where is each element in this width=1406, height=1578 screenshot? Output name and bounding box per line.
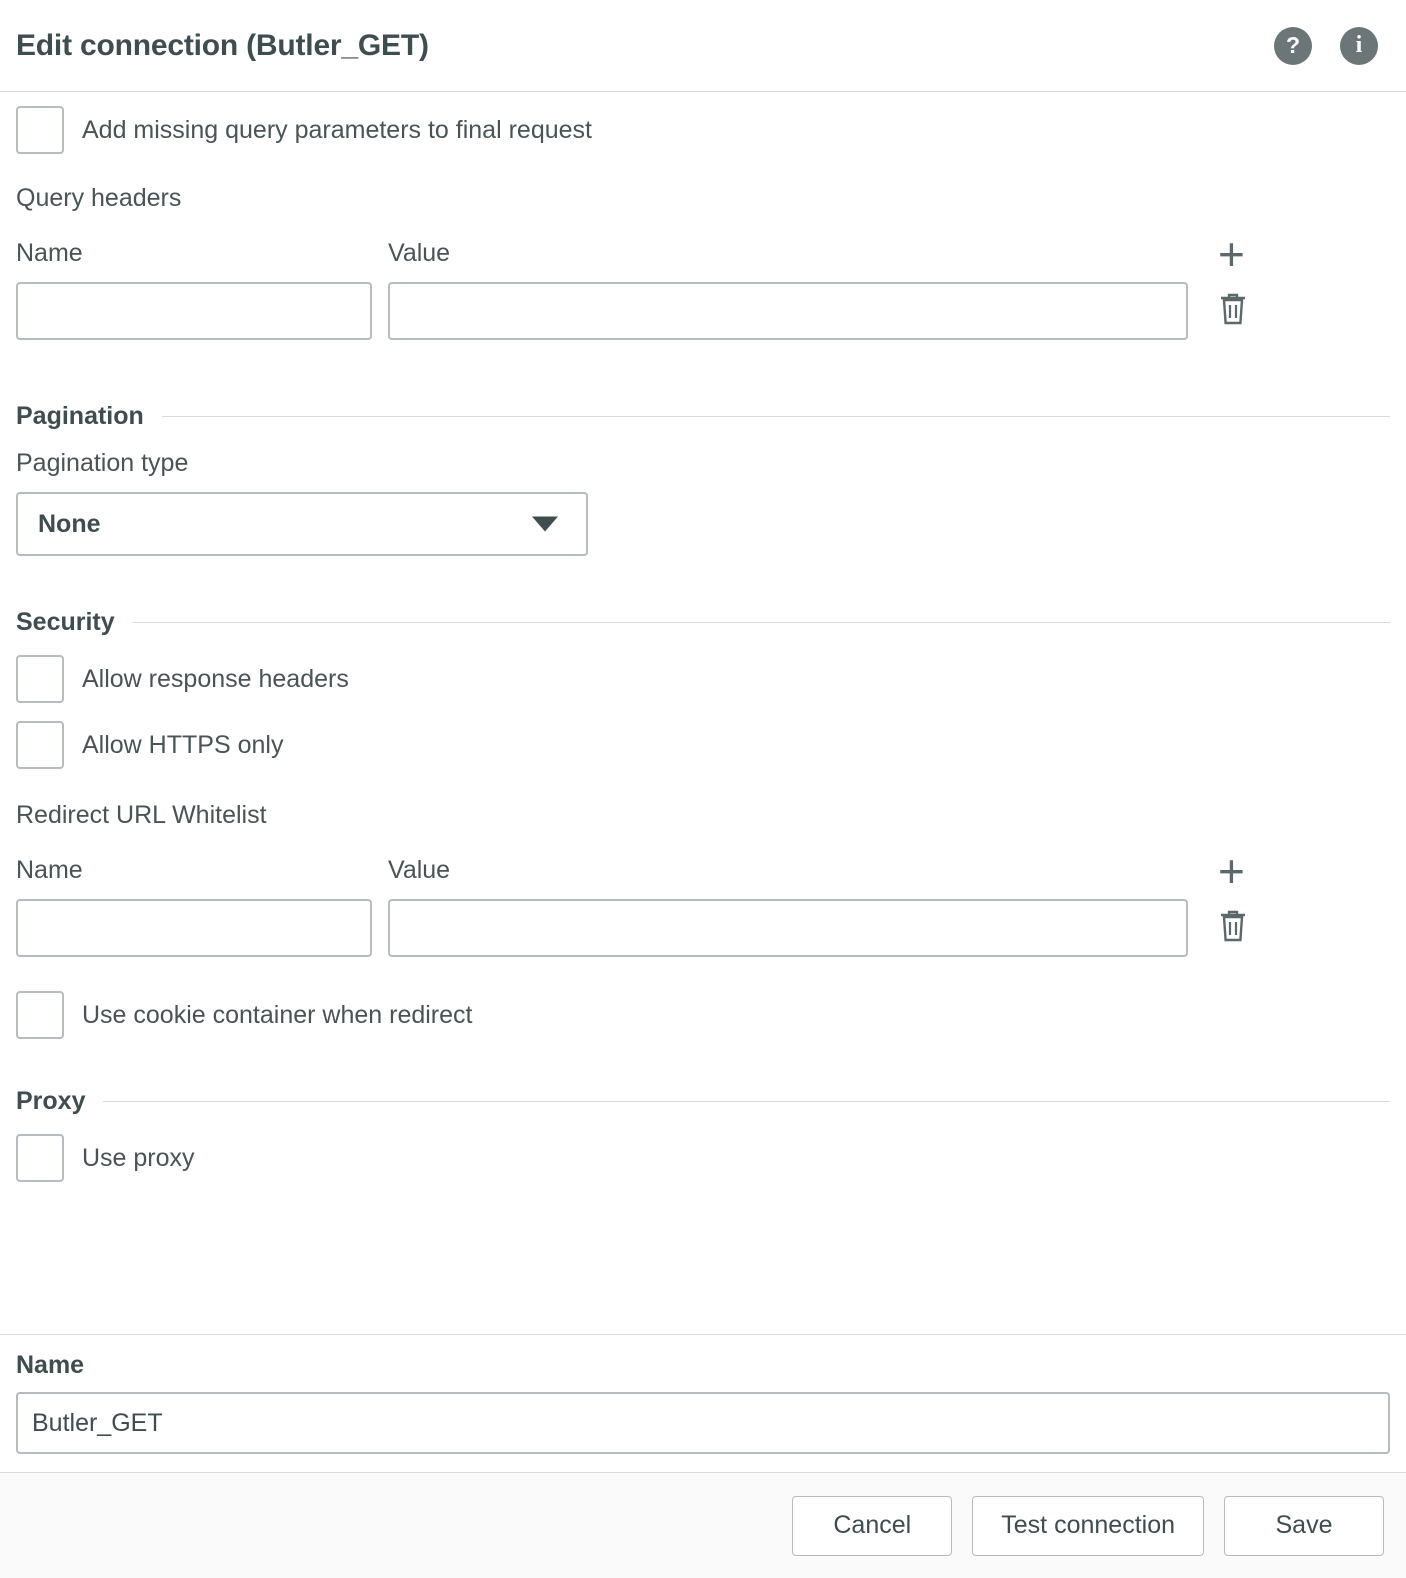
add-missing-query-params-checkbox[interactable] [16, 106, 64, 154]
connection-name-label: Name [16, 1351, 85, 1379]
proxy-section-header [16, 1087, 1390, 1116]
allow-response-headers-row[interactable] [16, 655, 1390, 703]
save-button[interactable]: Save [1224, 1496, 1384, 1556]
question-mark-icon[interactable]: ? [1274, 27, 1312, 65]
pagination-type-select[interactable] [16, 492, 588, 556]
table-row [16, 899, 1390, 957]
use-proxy-checkbox[interactable] [16, 1134, 64, 1182]
allow-https-only-label: Allow HTTPS only [82, 730, 284, 759]
add-redirect-whitelist-icon[interactable]: + [1218, 844, 1245, 897]
dialog-header [0, 0, 1406, 92]
use-cookie-container-checkbox[interactable] [16, 991, 64, 1039]
table-row [16, 282, 1390, 340]
security-section-title: Security [16, 608, 115, 636]
pagination-section-header [16, 402, 1390, 431]
add-missing-query-params-row[interactable] [16, 106, 1390, 154]
redirect-whitelist-column-name: Name [16, 856, 83, 884]
section-divider [133, 622, 1390, 623]
query-header-value-input[interactable] [388, 282, 1188, 340]
cancel-button[interactable]: Cancel [792, 1496, 952, 1556]
allow-https-only-checkbox[interactable] [16, 721, 64, 769]
use-cookie-container-label: Use cookie container when redirect [82, 1000, 473, 1029]
dialog-body [0, 92, 1406, 1314]
allow-https-only-row[interactable] [16, 721, 1390, 769]
delete-redirect-whitelist-icon[interactable] [1218, 909, 1248, 948]
query-headers-column-value: Value [388, 239, 451, 267]
query-headers-actions [1188, 227, 1390, 280]
page-title: Edit connection (Butler_GET) [16, 28, 429, 62]
test-connection-button[interactable]: Test connection [972, 1496, 1204, 1556]
info-icon[interactable]: i [1340, 27, 1378, 65]
redirect-whitelist-actions [1188, 844, 1390, 897]
query-headers-label: Query headers [16, 184, 182, 212]
pagination-type-label: Pagination type [16, 449, 189, 477]
use-cookie-container-row[interactable] [16, 991, 1390, 1039]
add-missing-query-params-label: Add missing query parameters to final request [82, 115, 592, 144]
security-section-header [16, 608, 1390, 637]
section-divider [103, 1101, 1390, 1102]
header-icon-group [1274, 27, 1378, 65]
pagination-type-select-value[interactable]: None [16, 492, 588, 556]
connection-name-section [0, 1334, 1406, 1472]
redirect-url-whitelist-label: Redirect URL Whitelist [16, 801, 267, 829]
redirect-whitelist-name-input[interactable] [16, 899, 372, 957]
query-headers-column-name: Name [16, 239, 83, 267]
redirect-whitelist-table-header [16, 844, 1390, 897]
allow-response-headers-checkbox[interactable] [16, 655, 64, 703]
pagination-section-title: Pagination [16, 402, 144, 430]
section-divider [162, 416, 1390, 417]
allow-response-headers-label: Allow response headers [82, 664, 349, 693]
connection-name-input[interactable] [16, 1392, 1390, 1454]
use-proxy-label: Use proxy [82, 1143, 195, 1172]
add-query-header-icon[interactable]: + [1218, 227, 1245, 280]
redirect-whitelist-column-value: Value [388, 856, 451, 884]
query-header-name-input[interactable] [16, 282, 372, 340]
dialog-footer [0, 1472, 1406, 1578]
redirect-whitelist-value-input[interactable] [388, 899, 1188, 957]
delete-query-header-icon[interactable] [1218, 292, 1248, 331]
proxy-section-title: Proxy [16, 1087, 86, 1115]
query-headers-table-header [16, 227, 1390, 280]
use-proxy-row[interactable] [16, 1134, 1390, 1182]
